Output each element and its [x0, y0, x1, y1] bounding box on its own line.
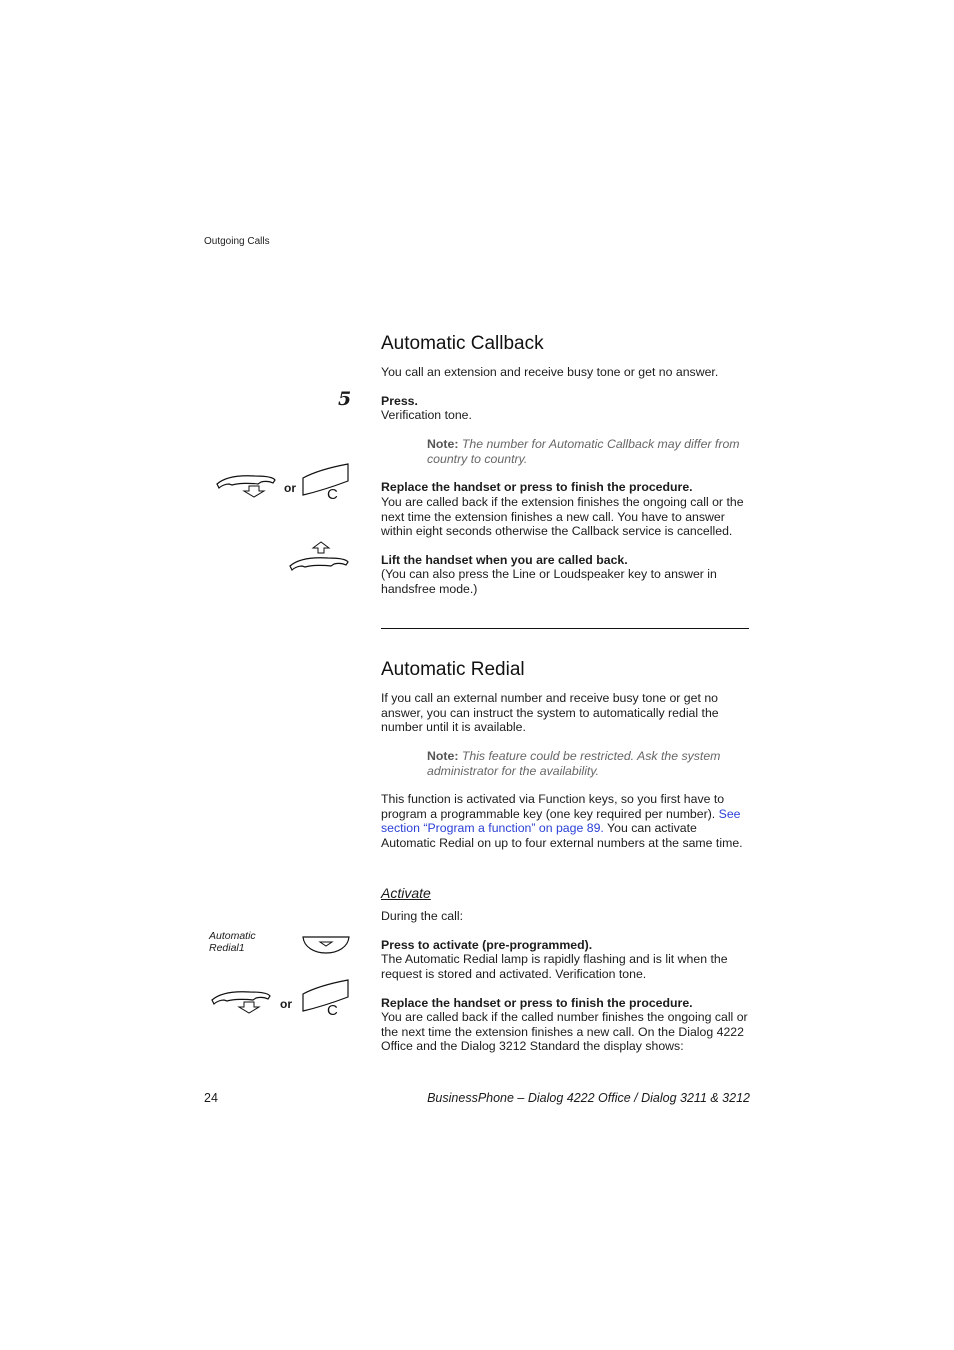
handset-lift-icon [288, 540, 350, 570]
program-function-link[interactable]: See section “Program a function” on page 89. [381, 806, 741, 836]
or-label: or [284, 481, 296, 495]
clear-key-icon [302, 463, 350, 501]
handset-replace-icon [210, 988, 272, 1014]
redial-press-label: Press to activate (pre-programmed). [381, 938, 593, 952]
callback-press-label: Press. [381, 394, 418, 408]
function-key-label: Automatic Redial1 [209, 930, 256, 954]
redial-intro: If you call an external number and receive busy tone or get no answer, you can instruct the system to automatically redial the number until it is available. [381, 691, 719, 735]
func-text-1: This function is activated via Function keys, so you first have to program a programmable key (one key required per number). [381, 792, 725, 821]
page-number: 24 [204, 1091, 218, 1105]
document-title: BusinessPhone – Dialog 4222 Office / Dialog 3211 & 3212 [427, 1091, 750, 1105]
callback-press-desc: Verification tone. [381, 408, 472, 422]
section-divider [381, 628, 749, 629]
section-title-automatic-callback: Automatic Callback [381, 333, 544, 354]
note-label: Note: [427, 437, 459, 451]
note-text: The number for Automatic Callback may differ from country to country. [427, 437, 740, 466]
section-title-automatic-redial: Automatic Redial [381, 659, 525, 680]
redial-replace-label: Replace the handset or press to finish the procedure. [381, 996, 693, 1010]
note-label: Note: [427, 749, 459, 763]
redial-replace-desc: You are called back if the called number finishes the ongoing call or the next time the extension finishes a new call. On the Dialog 4222 Office and the Dialog 3212 Standard the display shows: [381, 1010, 748, 1054]
redial-function-text [381, 792, 751, 850]
handset-replace-icon [215, 472, 277, 498]
redial-note [427, 749, 752, 778]
callback-lift-desc: (You can also press the Line or Loudspeaker key to answer in handsfree mode.) [381, 567, 717, 596]
note-text: This feature could be restricted. Ask the system administrator for the availability. [427, 749, 721, 778]
callback-lift-label: Lift the handset when you are called back. [381, 553, 628, 567]
activate-heading: Activate [381, 885, 431, 901]
function-key-icon [302, 935, 350, 955]
running-header: Outgoing Calls [204, 236, 270, 247]
callback-replace-desc: You are called back if the extension finishes the ongoing call or the next time the extension finishes a new call. You have to answer within eight seconds otherwise the Callback service is cancelled. [381, 495, 744, 539]
clear-key-icon [302, 979, 350, 1017]
during-call-text: During the call: [381, 909, 464, 923]
clear-key-letter: C [327, 486, 338, 503]
func-text-2: You can activate Automatic Redial on up to four external numbers at the same time. [381, 821, 743, 850]
redial-press-desc: The Automatic Redial lamp is rapidly flashing and is lit when the request is stored and activated. Verification tone. [381, 952, 728, 981]
or-label: or [280, 997, 292, 1011]
callback-intro: You call an extension and receive busy tone or get no answer. [381, 365, 719, 379]
clear-key-letter: C [327, 1002, 338, 1019]
callback-note [427, 437, 752, 466]
callback-replace-label: Replace the handset or press to finish the procedure. [381, 480, 693, 494]
digit-5-key-icon: 5 [338, 388, 352, 410]
